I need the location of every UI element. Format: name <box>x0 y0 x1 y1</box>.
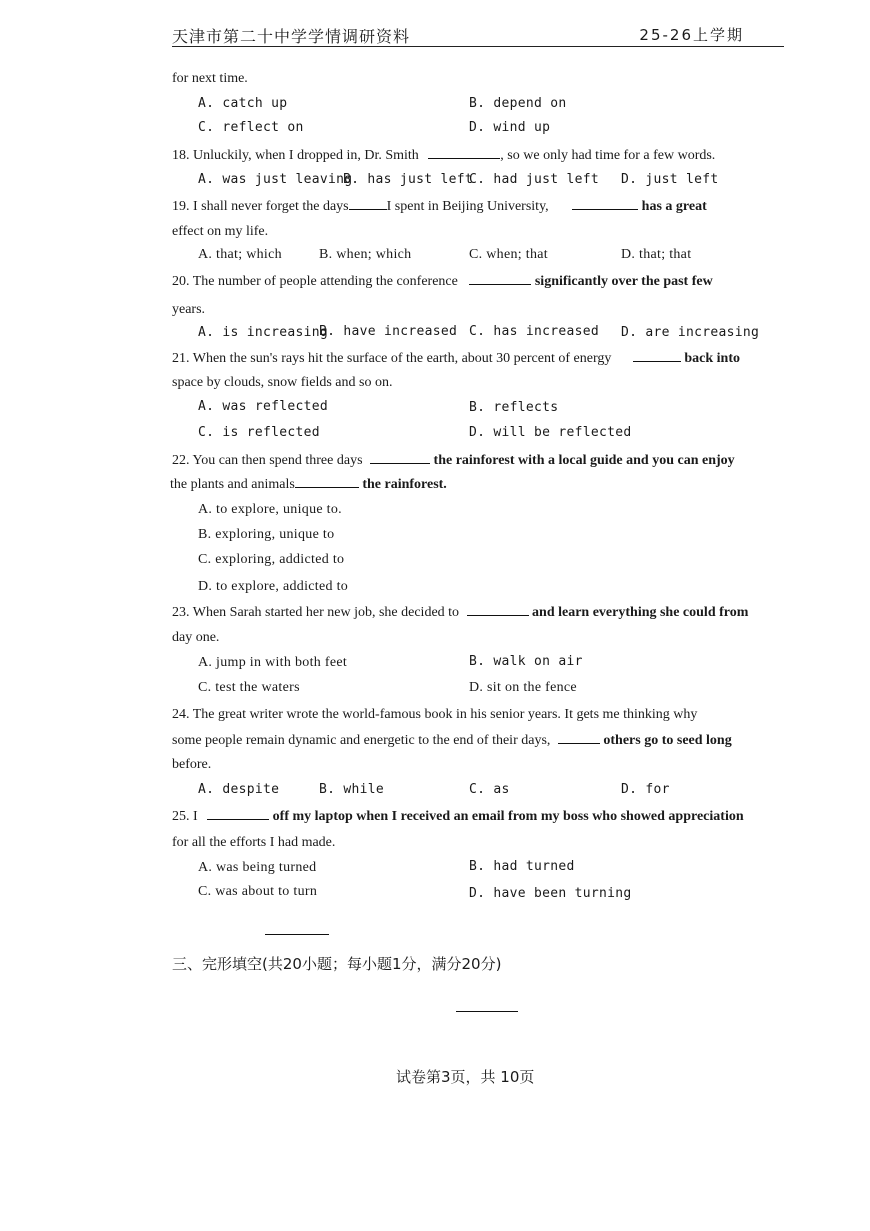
q22-stem: 22. You can then spend three days the rainforest with a local guide and you can enjoy <box>172 453 735 468</box>
q21-option-a: A. was reflected <box>198 399 329 414</box>
q25-option-d: D. have been turning <box>469 886 632 901</box>
answer-blank <box>295 475 359 488</box>
q20-stem-line2: years. <box>172 302 206 317</box>
q21-option-b: B. reflects <box>469 400 559 415</box>
q24-stem-line2: some people remain dynamic and energetic to the end of their days, others go to seed long <box>172 733 732 748</box>
q20-option-d: D. are increasing <box>621 325 760 340</box>
q18-option-c: C. had just left <box>469 172 600 187</box>
q18-option-b: B. has just left <box>343 172 474 187</box>
q17-tail: for next time. <box>172 71 248 86</box>
q23-option-c: C. test the waters <box>198 680 300 695</box>
q18-option-a: A. was just leaving <box>198 172 353 187</box>
q19-stem-line2: effect on my life. <box>172 224 269 239</box>
q23-stem-line2: day one. <box>172 630 220 645</box>
q25-stem-line2: for all the efforts I had made. <box>172 835 336 850</box>
q22-option-a: A. to explore, unique to. <box>198 502 342 517</box>
q21-option-d: D. will be reflected <box>469 425 632 440</box>
page-footer: 试卷第3页，共 10页 <box>396 1068 535 1086</box>
q25-stem: 25. I off my laptop when I received an email from my boss who showed appreciation <box>172 809 744 824</box>
page-header <box>172 22 784 47</box>
q19-option-c: C. when; that <box>469 247 548 262</box>
q20-option-b: B. have increased <box>319 324 458 339</box>
stray-rule <box>265 933 329 935</box>
answer-blank <box>558 731 600 744</box>
q17-option-a: A. catch up <box>198 96 288 111</box>
q21-stem-line2: space by clouds, snow fields and so on. <box>172 375 393 390</box>
q24-option-a: A. despite <box>198 782 280 797</box>
q25-option-b: B. had turned <box>469 859 575 874</box>
answer-blank <box>370 451 430 464</box>
q23-option-b: B. walk on air <box>469 654 583 669</box>
q17-option-b: B. depend on <box>469 96 567 111</box>
q24-option-b: B. while <box>319 782 385 797</box>
q24-stem-line3: before. <box>172 757 212 772</box>
q22-option-c: C. exploring, addicted to <box>198 552 345 567</box>
answer-blank <box>349 197 387 210</box>
q22-option-d: D. to explore, addicted to <box>198 579 349 594</box>
q25-option-c: C. was about to turn <box>198 884 318 899</box>
q19-option-a: A. that; which <box>198 247 282 262</box>
answer-blank <box>572 197 638 210</box>
q18-stem: 18. Unluckily, when I dropped in, Dr. Smith , so we only had time for a few words. <box>172 148 716 163</box>
answer-blank <box>207 807 269 820</box>
q25-option-a: A. was being turned <box>198 860 317 875</box>
section-title: 三、完形填空(共20小题；每小题1分，满分20分) <box>172 955 502 973</box>
answer-blank <box>467 603 529 616</box>
q20-option-c: C. has increased <box>469 324 600 339</box>
term-label: 25-26上学期 <box>639 26 744 44</box>
answer-blank <box>633 349 681 362</box>
school-name: 天津市第二十中学学情调研资料 <box>172 27 411 46</box>
q20-option-a: A. is increasing <box>198 325 329 340</box>
q24-option-d: D. for <box>621 782 670 797</box>
q21-option-c: C. is reflected <box>198 425 320 440</box>
q22-stem-line2: the plants and animals the rainforest. <box>170 477 447 492</box>
q22-option-b: B. exploring, unique to <box>198 527 335 542</box>
q20-stem: 20. The number of people attending the conference significantly over the past few <box>172 274 713 289</box>
q19-option-b: B. when; which <box>319 247 412 262</box>
q18-option-d: D. just left <box>621 172 719 187</box>
answer-blank <box>469 272 531 285</box>
q24-stem: 24. The great writer wrote the world-famous book in his senior years. It gets me thinking why <box>172 707 698 722</box>
stray-rule <box>456 1010 518 1012</box>
answer-blank <box>428 146 500 159</box>
q24-option-c: C. as <box>469 782 510 797</box>
q17-option-d: D. wind up <box>469 120 551 135</box>
q17-option-c: C. reflect on <box>198 120 304 135</box>
q23-stem: 23. When Sarah started her new job, she decided to and learn everything she could from <box>172 605 749 620</box>
q23-option-d: D. sit on the fence <box>469 680 577 695</box>
q21-stem: 21. When the sun's rays hit the surface of the earth, about 30 percent of energy back into <box>172 351 740 366</box>
q19-option-d: D. that; that <box>621 247 692 262</box>
q19-stem: 19. I shall never forget the days I spent in Beijing University, has a great <box>172 199 707 214</box>
q23-option-a: A. jump in with both feet <box>198 655 348 670</box>
